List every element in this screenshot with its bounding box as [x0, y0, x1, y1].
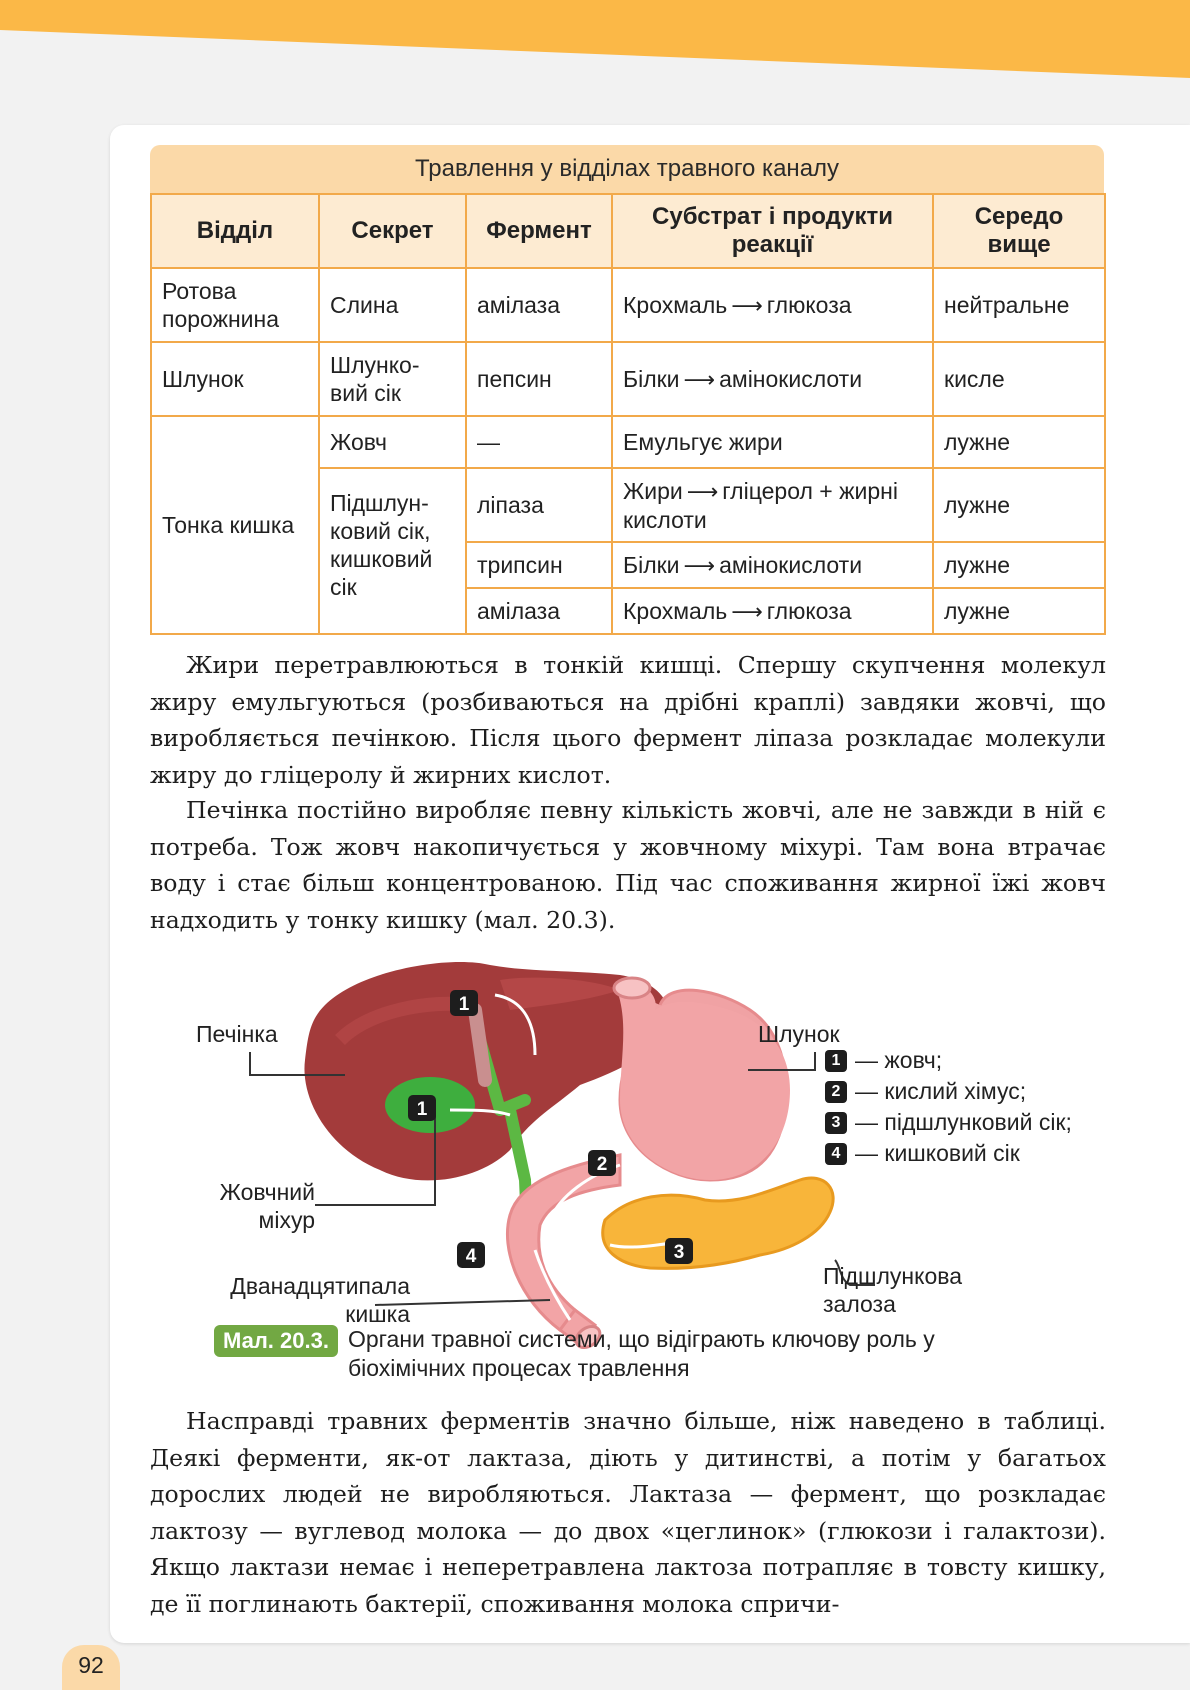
- cell-enzyme: трипсин: [466, 542, 612, 588]
- legend-item: [825, 1076, 1072, 1107]
- page-number: 92: [62, 1645, 120, 1690]
- cell-section: Тонка кишка: [151, 416, 319, 634]
- cell-medium: лужне: [933, 588, 1105, 634]
- header-medium: Середо вище: [933, 194, 1105, 268]
- svg-text:1: 1: [458, 994, 470, 1015]
- table-title: Травлення у відділах травного каналу: [150, 145, 1104, 193]
- table-row: [151, 416, 1105, 468]
- product-text: амінокислоти: [719, 365, 863, 392]
- marker-4: [457, 1242, 485, 1268]
- top-banner: [0, 0, 1190, 80]
- figure-legend: [825, 1045, 1072, 1169]
- product-text: амінокислоти: [719, 551, 863, 578]
- arrow-right-icon: ⟶: [731, 292, 763, 318]
- substrate-text: Крохмаль: [623, 291, 728, 318]
- legend-text: — кишковий сік: [855, 1140, 1020, 1166]
- arrow-right-icon: ⟶: [731, 598, 763, 624]
- svg-text:4: 4: [465, 1246, 477, 1267]
- label-duodenum-line1: Дванадцятипала: [230, 1273, 410, 1299]
- table-row: [151, 268, 1105, 342]
- pancreas-shape: [603, 1178, 833, 1268]
- arrow-right-icon: ⟶: [686, 478, 719, 504]
- table-header-row: [151, 194, 1105, 268]
- product-text: глюкоза: [766, 291, 852, 318]
- digestion-table: [150, 145, 1104, 635]
- legend-item: [825, 1045, 1072, 1076]
- legend-item: [825, 1107, 1072, 1138]
- cell-section: Шлунок: [151, 342, 319, 416]
- svg-text:3: 3: [673, 1242, 685, 1263]
- header-secretion: Секрет: [319, 194, 466, 268]
- marker-1-gallbladder: [408, 1095, 436, 1121]
- paragraph-fats: Жири перетравлюються в тонкій кишці. Спершу скупчення молекул жиру емульгуються (розбиваються на дрібні краплі) завдяки жовчі, що виробляється печінкою. Після цього фермент ліпаза розкладає молекули жиру до гліцеролу й жирних кислот.: [150, 651, 1106, 789]
- label-liver: Печінка: [196, 1021, 278, 1047]
- label-pancreas-line1: Підшлункова: [823, 1263, 962, 1289]
- arrow-right-icon: ⟶: [683, 366, 716, 392]
- paragraph-bile: Печінка постійно виробляє певну кількість жовчі, але не завжди в ній є потреба. Тож жовч накопичується у жовчному міхурі. Там вона втрачає воду і стає більш концентрованою. Під час споживання жирної їжі жовч надходить у тонку кишку (мал. 20.3).: [150, 796, 1106, 934]
- cell-enzyme: пепсин: [466, 342, 612, 416]
- header-substrate: Субстрат і продукти реакції: [612, 194, 933, 268]
- caption-tag: Мал. 20.3.: [214, 1325, 338, 1357]
- number-badge: 2: [825, 1081, 847, 1103]
- svg-text:1: 1: [416, 1099, 428, 1120]
- cell-enzyme: амілаза: [466, 268, 612, 342]
- marker-2: [588, 1150, 616, 1176]
- caption-text: Органи травної системи, що відіграють ключову роль у біохімічних процесах травлення: [347, 1326, 935, 1381]
- header-enzyme: Фермент: [466, 194, 612, 268]
- substrate-text: Крохмаль: [623, 597, 728, 624]
- cell-section: Ротова порожнина: [151, 268, 319, 342]
- cell-medium: лужне: [933, 416, 1105, 468]
- svg-text:2: 2: [596, 1154, 608, 1175]
- substrate-text: Білки: [623, 365, 680, 392]
- cell-substrate: [612, 468, 933, 542]
- number-badge: 4: [825, 1143, 847, 1165]
- legend-item: [825, 1138, 1072, 1169]
- legend-text: — кислий хімус;: [855, 1078, 1027, 1104]
- cell-enzyme: —: [466, 416, 612, 468]
- product-text: глюкоза: [766, 597, 852, 624]
- number-badge: 1: [825, 1050, 847, 1072]
- label-pancreas: [823, 1262, 962, 1318]
- table-row: [151, 342, 1105, 416]
- cell-secretion: Слина: [319, 268, 466, 342]
- header-section: Відділ: [151, 194, 319, 268]
- cell-medium: кисле: [933, 342, 1105, 416]
- figure-caption: [214, 1325, 988, 1383]
- substrate-text: Білки: [623, 551, 680, 578]
- marker-1-top: [450, 990, 478, 1016]
- product-text: гліцерол + жирні кислоти: [623, 477, 898, 533]
- cell-substrate: [612, 342, 933, 416]
- cell-substrate: [612, 268, 933, 342]
- cell-medium: лужне: [933, 542, 1105, 588]
- label-duodenum: [190, 1272, 410, 1328]
- digestive-organs-figure: [150, 950, 1150, 1370]
- cell-substrate: [612, 588, 933, 634]
- cell-medium: лужне: [933, 468, 1105, 542]
- arrow-right-icon: ⟶: [683, 552, 716, 578]
- label-pancreas-line2: залоза: [823, 1291, 896, 1317]
- cell-secretion: Підшлун-ковий сік, кишковий сік: [319, 468, 466, 634]
- cell-medium: нейтральне: [933, 268, 1105, 342]
- cell-enzyme: амілаза: [466, 588, 612, 634]
- paragraph-lactase: Насправді травних ферментів значно більше, ніж наведено в таблиці. Деякі ферменти, як-от лактаза, діють у дитинстві, а потім у багатьох дорослих людей не виробляються. Лактаза — фермент, що розкладає лактозу — вуглевод молока — до двох «цеглинок» (глюкози і галактози). Якщо лактази немає і неперетравлена лактоза потрапляє в товсту кишку, де її поглинають бактерії, споживання молока спричи-: [150, 1407, 1106, 1618]
- cell-secretion: Жовч: [319, 416, 466, 468]
- legend-text: — підшлунковий сік;: [855, 1109, 1072, 1135]
- label-duodenum-line2: кишка: [345, 1301, 410, 1327]
- marker-3: [665, 1238, 693, 1264]
- label-stomach: Шлунок: [758, 1021, 840, 1047]
- legend-text: — жовч;: [855, 1047, 943, 1073]
- cell-secretion: Шлунко-вий сік: [319, 342, 466, 416]
- substrate-text: Жири: [623, 477, 683, 504]
- label-gallbladder-line2: міхур: [258, 1207, 315, 1233]
- page-card: [110, 125, 1190, 1643]
- cell-enzyme: ліпаза: [466, 468, 612, 542]
- cell-substrate: Емульгує жири: [612, 416, 933, 468]
- label-gallbladder: [190, 1178, 315, 1234]
- label-gallbladder-line1: Жовчний: [219, 1179, 315, 1205]
- cell-substrate: [612, 542, 933, 588]
- number-badge: 3: [825, 1112, 847, 1134]
